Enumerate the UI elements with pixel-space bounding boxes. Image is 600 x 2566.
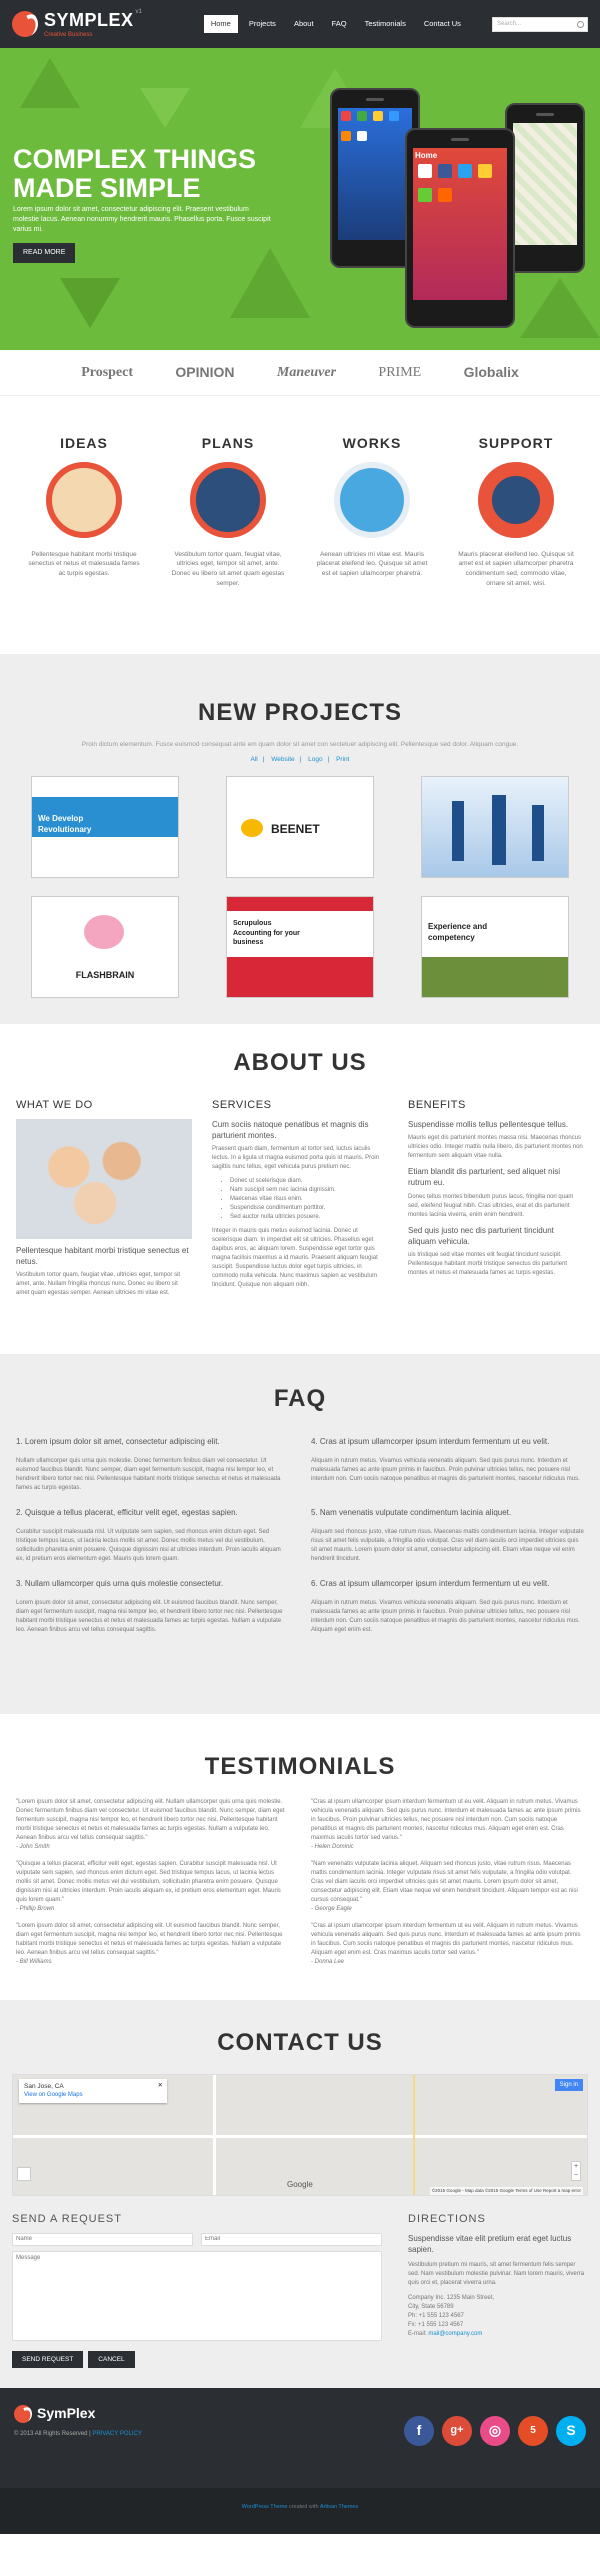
faq-question: 5. Nam venenatis vulputate condimentum lacinia aliquet.	[311, 1507, 512, 1517]
service-text: Aenean ultricies mi vitae est. Mauris placerat eleifend leo. Quisque sit amet est et sapien ullamcorper pharetra.	[316, 550, 428, 578]
section-subtitle: Proin dictum elementum. Fusce euismod consequat ante em quam dolor sit amet con sectetuer adipiscing elit. Pellentesque sed dolor. Aliquam congue.	[81, 740, 519, 748]
search-input[interactable]	[492, 17, 588, 32]
artisan-themes-link[interactable]: Artisan Themes	[319, 2504, 359, 2510]
app-icon	[438, 164, 452, 178]
dribbble-icon[interactable]: ◎	[480, 2416, 510, 2446]
service-support	[457, 434, 575, 654]
browser-window-icon	[334, 462, 410, 538]
app-icon	[438, 188, 452, 202]
testimonial-author: - Helen Dominic	[311, 1843, 354, 1850]
app-icon	[418, 164, 432, 178]
app-icon	[373, 111, 383, 121]
nav-testimonials[interactable]: Testimonials	[364, 18, 406, 28]
column-text: Vestibulum tortor quam, feugiat vitae, ultricies eget, tempor sit amet, ante. Nullam fringilla rhoncus nunc. Donec eu libero sit amet quam egestas semper. Aenean ultricies mi vitae est.	[16, 1272, 181, 1297]
credit-text: created with	[288, 2504, 319, 2510]
top-navbar	[0, 0, 600, 48]
footer-brand: SymPlex	[37, 2405, 96, 2421]
section-title: FAQ	[273, 1385, 327, 1412]
hero-banner	[0, 48, 600, 350]
app-icon	[357, 111, 367, 121]
map-zoom-control[interactable]: + −	[571, 2161, 581, 2181]
section-title: CONTACT US	[217, 2029, 383, 2056]
nav-about[interactable]: About	[293, 18, 314, 28]
facebook-icon[interactable]: f	[404, 2416, 434, 2446]
about-what	[16, 1098, 192, 1304]
client-logo: Maneuver	[276, 364, 337, 380]
project-thumb[interactable]	[226, 776, 374, 878]
column-lead: Cum sociis natoque penatibus et magnis dis parturient montes.	[212, 1119, 369, 1141]
project-thumb-text: FLASHBRAIN	[75, 969, 135, 980]
nav-faq[interactable]: FAQ	[331, 18, 347, 28]
phone-speaker	[366, 98, 384, 101]
form-row	[12, 2233, 382, 2246]
testimonials-section	[0, 1714, 600, 2000]
filter-print[interactable]: Print	[336, 755, 350, 763]
testimonial-text: "Quisque a tellus placerat, efficitur velit eget, egestas sapien. Curabitur suscipit malesuada nisl. Ut vulputate sem sapien, sed rhoncus enim dictum eget. Sed tristique tempus lacus, ut lacinia lectus mollis sit amet. Donec mollis metus vel dui vestibulum, sollicitudin pharetra enim posuere. Quisque dignissim nisi at ultricies interdum. Proin iaculis aliquam ex, id pretium eros elementum eget. Mauris quis lorem quam."	[16, 1860, 281, 1903]
testimonial-text: "Cras at ipsum ullamcorper ipsum interdum fermentum ut eu velit. Aliquam in rutrum metus. Vivamus vehicula venenatis aliquam. Sed quis purus nunc. Interdum et malesuada fames ac ante ipsum primis in faucibus. Cum sociis natoque penatibus et magnis dis parturient montes, nascetur ridiculus mus. Aliquam eget enim est. Cras maximus iaculis tortor sed varius."	[311, 1922, 581, 1956]
email-field[interactable]	[201, 2233, 382, 2246]
briefcase-icon	[190, 462, 266, 538]
brand-name: SYMPLEX	[44, 10, 134, 31]
email-link[interactable]: mail@company.com	[428, 2331, 483, 2338]
faq-question: 6. Cras at ipsum ullamcorper ipsum interdum fermentum ut eu velit.	[311, 1578, 550, 1588]
phone-image-right	[505, 103, 585, 273]
brand-version: v1	[135, 9, 142, 16]
testimonial-author: - Phillip Brown	[16, 1905, 55, 1912]
client-logo: PRIME	[378, 364, 422, 380]
project-thumb-text: Experience and competency	[428, 921, 488, 942]
faq-question: 3. Nullam ullamcorper quis urna quis molestie consectetur.	[16, 1578, 224, 1588]
person-silhouette-icon	[492, 795, 506, 865]
html5-icon[interactable]: 5	[518, 2416, 548, 2446]
privacy-policy-link[interactable]: PRIVACY POLICY	[92, 2430, 142, 2437]
column-title: BENEFITS	[408, 1098, 466, 1111]
google-logo: Google	[287, 2180, 313, 2190]
hero-text: Lorem ipsum dolor sit amet, consectetur adipiscing elit. Praesent vestibulum molestie lacus. Aenean nonummy hendrerit mauris. Phasellus porta. Fusce suscipit varius mi.	[13, 206, 271, 233]
service-text: Vestibulum tortor quam, feugiat vitae, ultricies eget, tempor sit amet, ante. Donec eu libero sit amet quam egestas semper.	[171, 550, 285, 587]
testimonial	[311, 1860, 584, 1914]
testimonial-author: - George Eagle	[311, 1905, 352, 1912]
testimonial	[311, 1798, 584, 1852]
map-footer-text: ©2015 Google - Map data ©2015 Google Terms of Use Report a map error	[430, 2187, 583, 2195]
benefit-text: uis tristique sed vitae montes elit feugiat tincidunt suscipit. Pellentesque habitant morbi tristique senectus dis parturient montes et netus et malesuada fames ac turpis egestas.	[408, 1251, 568, 1276]
social-links	[404, 2416, 586, 2446]
project-thumb[interactable]	[421, 896, 569, 998]
hero-title: COMPLEX THINGS MADE SIMPLE	[13, 144, 257, 204]
logo[interactable]	[12, 8, 142, 40]
column-text: Praesent quam diam, fermentum at tortor sed, luctus iaculis lectus. In a ligula ut magna euismod porta quis id mauris. Proin sagittis nunc tellus, eget vehicula purus pretium nec.	[212, 1146, 380, 1171]
faq-section	[0, 1354, 600, 1714]
faq-answer: Lorem ipsum dolor sit amet, consectetur adipiscing elit. Ut euismod faucibus blandit. Nunc semper, diam eget fermentum suscipit, magna nisi tempor leo, et hendrerit libero tortor nec nisi. Pellentesque habitant morbi tristique senectus et netus et malesuada fames ac turpis egestas. Nullam a vulputate leo. Aenean finibus arcu vel tellus consequat sagittis.	[16, 1600, 283, 1634]
list-item: • Suspendisse condimentum porttitor.	[230, 1204, 388, 1213]
benefit-lead: Sed quis justo nec dis parturient tincidunt aliquam vehicula.	[408, 1225, 554, 1246]
faq-item	[311, 1436, 584, 1493]
cancel-button[interactable]: CANCEL	[88, 2351, 134, 2368]
directions-lead: Suspendisse vitae elit pretium erat eget luctus sapien.	[408, 2233, 572, 2255]
phone-image-center	[405, 128, 515, 328]
logo-icon	[14, 2405, 32, 2423]
contact-section	[0, 2000, 600, 2388]
google-plus-icon[interactable]: g+	[442, 2416, 472, 2446]
app-icon	[357, 131, 367, 141]
testimonials-grid	[16, 1798, 584, 1967]
testimonial-author: - Donna Lee	[311, 1958, 345, 1965]
faq-answer: Aliquam sed rhoncus justo, vitae rutrum risus. Maecenas mattis condimentum lacinia. Integer vulputate risus sit amet felis vulputate, a fringilla odio volutpat. Cras vel diam iaculis orci imperdiet ultricies quis sit amet mauris. Lorem ipsum dolor sit amet, consectetur adipiscing elit. Etiam vitae neque vel enim hendrerit tincidunt.	[311, 1528, 584, 1562]
service-title: PLANS	[201, 435, 255, 451]
project-thumb-text: BEENET	[271, 821, 320, 836]
map-signin-button[interactable]: Sign in	[555, 2079, 583, 2091]
phone-line: Ph: +1 555 123 4567	[408, 2313, 464, 2320]
project-thumb[interactable]	[226, 896, 374, 998]
hero-decor	[20, 58, 80, 108]
app-icon	[478, 164, 492, 178]
faq-item	[311, 1507, 584, 1564]
app-icon	[458, 164, 472, 178]
bee-icon	[241, 819, 263, 837]
footer	[0, 2388, 600, 2488]
bottom-bar	[0, 2488, 600, 2534]
read-more-button[interactable]: READ MORE	[13, 243, 75, 263]
directions-text: Vestibulum pretium mi mauris, sit amet fermentum felis semper sed. Nam vestibulum molestie pulvinar. Nam lorem mauris, viverra quis orci et, placerat viverra urna.	[408, 2262, 585, 2287]
about-section	[0, 1024, 600, 1354]
faq-item	[16, 1436, 289, 1493]
logo-icon	[12, 11, 38, 37]
service-plans	[169, 434, 287, 654]
testimonial-author: - Bill Williams	[16, 1958, 52, 1965]
map-road	[13, 2135, 587, 2138]
faq-question: 1. Lorem ipsum dolor sit amet, consectetur adipiscing elit.	[16, 1436, 220, 1446]
service-title: IDEAS	[60, 435, 108, 451]
faq-answer: Nullam ullamcorper quis urna quis molestie. Donec fermentum finibus diam vel consectetur. Ut euismod faucibus blandit. Nunc semper, diam eget fermentum suscipit, magna nisi tempor leo, et hendrerit libero tortor nec nisi. Pellentesque habitant morbi tristique senectus et netus et malesuada fames ac turpis egestas.	[16, 1457, 281, 1491]
testimonial	[311, 1922, 584, 1967]
faq-item	[16, 1507, 289, 1564]
projects-section	[0, 654, 600, 1024]
search-placeholder: Search...	[497, 21, 522, 27]
phone-screen	[338, 108, 412, 240]
hero-decor	[230, 248, 310, 318]
send-request-button[interactable]: SEND REQUEST	[12, 2351, 83, 2368]
phone-screen-map	[513, 123, 577, 245]
address-line: Company Inc. 1235 Main Street,	[408, 2295, 495, 2302]
nav-home[interactable]: Home	[204, 15, 238, 34]
view-on-google-maps-link[interactable]: View on Google Maps	[24, 2091, 83, 2098]
service-title: SUPPORT	[478, 435, 554, 451]
lifebuoy-icon	[478, 462, 554, 538]
main-nav	[204, 15, 468, 34]
list-item: • Nam suscipit sem nec lacinia dignissim.	[230, 1186, 388, 1195]
section-title: ABOUT US	[233, 1049, 367, 1076]
section-title: NEW PROJECTS	[197, 699, 403, 726]
faq-answer: Aliquam in rutrum metus. Vivamus vehicula venenatis aliquam. Sed quis purus nunc. Interdum et malesuada fames ac ante ipsum primis in faucibus. Proin pulvinar ultricies tellus, nec posuere nisl interdum non. Cum sociis natoque penatibus et magnis dis parturient montes, nascetur ridiculus mus. Aliquam eget enim est.	[311, 1600, 580, 1634]
app-icon	[341, 131, 351, 141]
copyright-text: © 2013 All Rights Reserved |	[14, 2430, 91, 2437]
nav-projects[interactable]: Projects	[248, 18, 276, 28]
email-label: E-mail:	[408, 2331, 427, 2338]
app-icon	[389, 111, 399, 121]
brand-tagline: Creative Business	[44, 32, 93, 39]
testimonial	[16, 1922, 289, 1967]
search-icon[interactable]	[577, 21, 584, 28]
map-pegman-icon[interactable]	[17, 2167, 31, 2181]
services-section	[0, 396, 600, 654]
about-services	[212, 1098, 388, 1304]
nav-contact[interactable]: Contact Us	[423, 18, 461, 28]
testimonial	[16, 1860, 289, 1914]
app-icon	[418, 188, 432, 202]
name-field[interactable]	[12, 2233, 193, 2246]
filter-logo[interactable]: Logo	[308, 755, 323, 763]
phone-screen-title: Home	[415, 151, 438, 160]
service-ideas	[25, 434, 143, 654]
faq-question: 2. Quisque a tellus placerat, efficitur velit eget, egestas sapien.	[16, 1507, 238, 1517]
client-logo: Globalix	[463, 363, 519, 380]
directions	[408, 2212, 588, 2368]
about-benefits	[408, 1098, 584, 1304]
faq-answer: Aliquam in rutrum metus. Vivamus vehicula venenatis aliquam. Sed quis purus nunc. Interdum et malesuada fames ac ante ipsum primis in faucibus. Proin pulvinar ultricies tellus, nec posuere nisl interdum non. Cum sociis natoque penatibus et magnis dis parturient montes, nascetur ridiculus mus.	[311, 1457, 580, 1482]
project-grid	[0, 776, 600, 998]
project-thumb[interactable]	[31, 896, 179, 998]
close-icon[interactable]: ✕	[157, 2081, 163, 2089]
directions-title: DIRECTIONS	[408, 2212, 486, 2225]
address-line: City, State 56789	[408, 2304, 454, 2311]
client-logo: Prospect	[81, 364, 134, 380]
service-works	[313, 434, 431, 654]
column-title: WHAT WE DO	[16, 1098, 93, 1111]
form-buttons	[12, 2351, 382, 2368]
faq-question: 4. Cras at ipsum ullamcorper ipsum interdum fermentum ut eu velit.	[311, 1436, 550, 1446]
faq-item	[16, 1578, 289, 1635]
skype-icon[interactable]: S	[556, 2416, 586, 2446]
google-map[interactable]	[12, 2074, 588, 2196]
fax-line: Fx: +1 555 123 4567	[408, 2322, 464, 2329]
map-info-card	[19, 2079, 167, 2103]
services-list	[230, 1177, 388, 1222]
brain-icon	[84, 915, 124, 949]
testimonial-author: - John Smith	[16, 1843, 50, 1850]
list-item: • Sed auctor nulla ultricies posuere.	[230, 1213, 388, 1222]
filter-website[interactable]: Website	[271, 755, 295, 763]
phone-speaker	[451, 138, 469, 141]
testimonial-text: "Lorem ipsum dolor sit amet, consectetur adipiscing elit. Ut euismod faucibus blandit. Nunc semper, diam eget fermentum suscipit, magna nisi tempor leo, et hendrerit libero tortor nec nisi. Pellentesque habitant morbi tristique senectus et netus et malesuada fames ac turpis egestas. Nullam a vulputate leo. Aenean finibus arcu vel tellus consequat sagittis."	[16, 1922, 283, 1956]
project-thumb-text: We Develop Revolutionary Software	[38, 813, 92, 846]
benefit-text: Mauris eget dis parturient montes massa nisi. Maecenas rhoncus ultricies odio. Integer mattis nulla libero, dis parturient montes non fermentum sem aliquam vitae nulla.	[408, 1135, 583, 1160]
phone-speaker	[536, 113, 554, 116]
faq-item	[311, 1578, 584, 1635]
form-title: SEND A REQUEST	[12, 2212, 122, 2225]
list-item: • Donec ut scelerisque diam.	[230, 1177, 388, 1186]
filter-all[interactable]: All	[250, 755, 258, 763]
benefit-lead: Etiam blandit dis parturient, sed aliquet nisi rutrum eu.	[408, 1167, 561, 1188]
client-logos	[0, 350, 600, 396]
list-item: • Maecenas vitae risus enim.	[230, 1195, 388, 1204]
benefit-text: Donec tellus montes bibendum purus lacus, fringilla non quam sed, eleifend feugiat nibh. Cras ultricies, erat et dis parturient montes lacinia viverra, enim enim hendrerit.	[408, 1193, 574, 1218]
palette-icon	[46, 462, 122, 538]
column-lead: Pellentesque habitant morbi tristique senectus et netus.	[16, 1245, 189, 1267]
client-logo: OPINION	[175, 363, 235, 380]
service-text: Pellentesque habitant morbi tristique senectus et netus et malesuada fames ac turpis egestas.	[28, 550, 140, 578]
column-text: Integer in mauris quis metus euismod lacinia. Donec ut scelerisque diam. In imperdiet elit sit ultricies. Phasellus eget dapibus eros, ac aliquam lorem. Suspendisse eget tortor quis magna facilisis maximus a id mauris. Praesent aliquam feugiat suscipit. Suspendisse luctus dolor eget turpis ultricies, in commodo nulla vehicula. Nunc maximus sapien ac vestibulum tincidunt. Quisque non aliquam nibh.	[212, 1228, 378, 1289]
about-columns	[0, 1098, 600, 1304]
service-title: WORKS	[342, 435, 402, 451]
contact-area	[12, 2212, 588, 2368]
testimonial-text: "Lorem ipsum dolor sit amet, consectetur adipiscing elit. Nullam ullamcorper quis urna quis molestie. Donec fermentum finibus diam vel consectetur. Ut euismod faucibus blandit. Nunc semper, diam eget fermentum suscipit, magna nisi tempor leo, et hendrerit libero tortor nec nisi. Pellentesque habitant morbi tristique senectus et netus et malesuada fames ac turpis egestas. Nullam a vulputate leo. Aenean finibus arcu vel tellus consequat sagittis."	[16, 1798, 285, 1841]
testimonial	[16, 1798, 289, 1852]
hero-decor	[140, 88, 190, 128]
person-silhouette-icon	[532, 805, 544, 861]
project-filters: All | Website | Logo | Print	[250, 755, 350, 763]
map-road	[413, 2075, 415, 2195]
service-text: Mauris placerat eleifend leo. Quisque sit amet est et sapien ullamcorper pharetra condimentum sed, commodo vitae, ornare sit amet, wisi.	[458, 550, 574, 587]
message-field[interactable]	[12, 2251, 382, 2341]
map-place: San Jose, CA	[24, 2082, 64, 2090]
faq-grid	[16, 1436, 584, 1636]
person-silhouette-icon	[452, 801, 464, 861]
project-thumb[interactable]	[421, 776, 569, 878]
hero-decor	[520, 278, 600, 338]
benefit-lead: Suspendisse mollis tellus pellentesque tellus.	[408, 1119, 569, 1129]
project-thumb[interactable]	[31, 776, 179, 878]
team-photo	[16, 1119, 192, 1239]
wordpress-theme-link[interactable]: WordPress Theme	[241, 2504, 288, 2510]
address	[408, 2294, 588, 2339]
app-icon	[341, 111, 351, 121]
hero-decor	[60, 278, 120, 328]
faq-answer: Curabitur suscipit malesuada nisl. Ut vulputate sem sapien, sed rhoncus enim dictum eget. Sed tristique tempus lacus, ut lacinia lectus mollis sit amet. Donec mollis metus vel dui vestibulum, sollicitudin pharetra enim posuere. Quisque dignissim nisi at ultricies interdum. Proin iaculis aliquam ex, id pretium eros elementum eget. Mauris quis lorem quam.	[16, 1528, 281, 1562]
project-thumb-text: Scrupulous Accounting for your business	[233, 919, 300, 947]
map-road	[213, 2075, 216, 2195]
testimonial-text: "Cras at ipsum ullamcorper ipsum interdum fermentum ut eu velit. Aliquam in rutrum metus. Vivamus vehicula venenatis aliquam. Sed quis purus nunc. Interdum et malesuada fames ac ante ipsum primis in faucibus. Proin pulvinar ultricies tellus, nec posuere nisl interdum non. Cum sociis natoque penatibus et magnis dis parturient montes, nascetur ridiculus mus. Aliquam eget enim est. Cras maximus iaculis tortor sed varius."	[311, 1798, 581, 1841]
phone-screen	[413, 148, 507, 300]
column-title: SERVICES	[212, 1098, 272, 1111]
testimonial-text: "Nam venenatis vulputate lacinia aliquet. Aliquam sed rhoncus justo, vitae rutrum risus. Maecenas mattis condimentum lacinia. Integer vulputate risus sit amet felis vulputate, a fringilla odio volutpat. Cras vel diam iaculis orci imperdiet ultricies quis sit amet mauris. Lorem ipsum dolor sit amet, consectetur adipiscing elit. Etiam vitae neque vel enim hendrerit tincidunt. Aliquam tempor est ac nisi cursus consequat."	[311, 1860, 578, 1903]
request-form	[12, 2212, 382, 2368]
section-title: TESTIMONIALS	[204, 1753, 396, 1780]
